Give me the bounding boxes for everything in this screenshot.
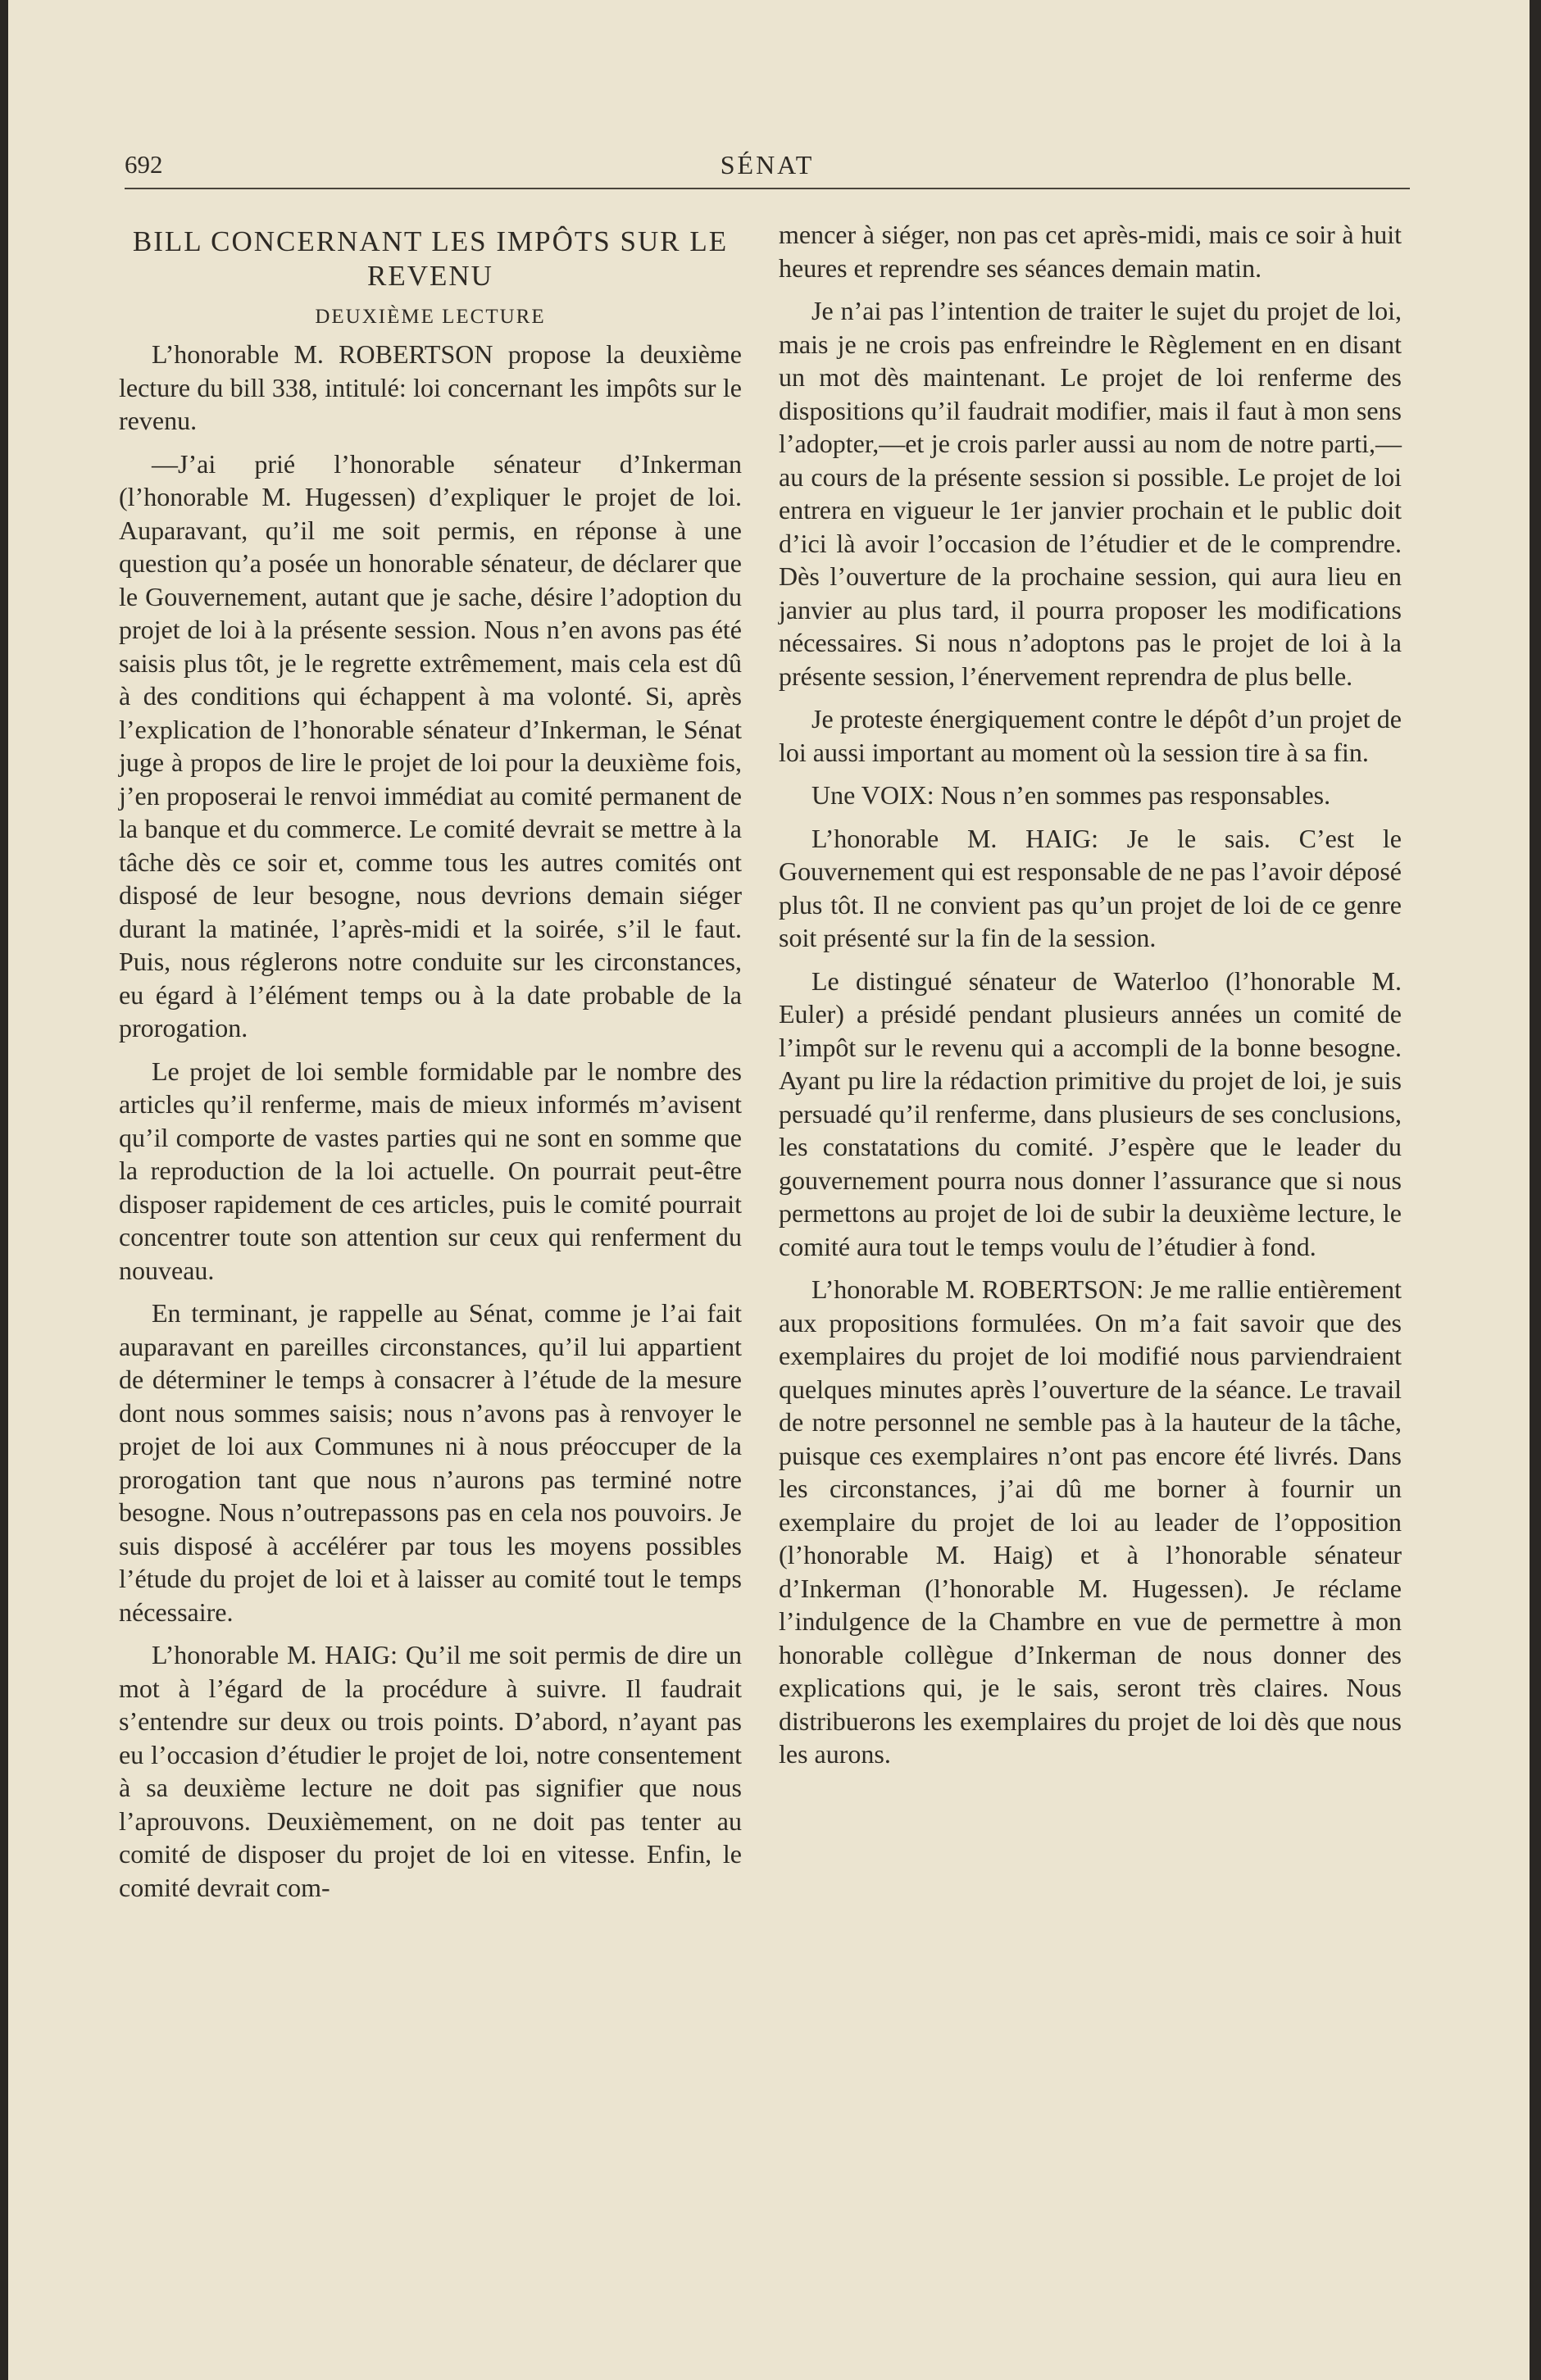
paragraph: Le distingué sénateur de Waterloo (l’honorable M. Euler) a présidé pendant plusieurs années un comité de l’impôt sur le revenu qui a accompli de la bonne besogne. Ayant pu lire la rédaction primitive du projet de loi, je suis persuadé qu’il renferme, dans plusieurs de ses conclusions, les constatations du comité. J’espère que le leader du gouvernement pourra nous donner l’assurance que si nous permettons au projet de loi de subir la deuxième lecture, le comité aura tout le temps voulu de l’étudier à fond. [779, 965, 1402, 1261]
paragraph: Une VOIX: Nous n’en sommes pas responsables. [811, 780, 1331, 810]
paragraph: En terminant, je rappelle au Sénat, comme je l’ai fait auparavant en pareilles circonstances, qu’il lui appartient de déterminer le temps à consacrer à l’étude de la mesure dont nous sommes saisis; nous n’avons pas à renvoyer le projet de loi aux Communes ni à nous préoccuper de la prorogation tant que nous n’aurons pas terminé notre besogne. Nous n’outrepassons pas en cela nos pouvoirs. Je suis disposé à accélérer par tous les moyens possibles l’étude du projet de loi et à laisser au comité tout le temps nécessaire. [119, 1298, 742, 1627]
scan-edge-right [1530, 0, 1541, 2380]
section-subtitle: DEUXIÈME LECTURE [315, 306, 546, 328]
running-head: SÉNAT [720, 150, 815, 179]
paragraph: —J’ai prié l’honorable sénateur d’Inkerman (l’honorable M. Hugessen) d’expliquer le projet de loi. Auparavant, qu’il me soit permis, en réponse à une question qu’a posée un honorable sénateur, de déclarer que le Gouvernement, autant que je sache, désire l’adoption du projet de loi à la présente session. Nous n’en avons pas été saisis plus tôt, je le regrette extrêmement, mais cela est dû à des conditions qui échappent à ma volonté. Si, après l’explication de l’honorable sénateur d’Inkerman, le Sénat juge à propos de lire le projet de loi pour la deuxième fois, j’en proposerai le renvoi immédiat au comité permanent de la banque et du commerce. Le comité devrait se mettre à la tâche dès ce soir et, comme tous les autres comités ont disposé de leur besogne, nous devrions demain siéger durant la matinée, l’après-midi et la soirée, s’il le faut. Puis, nous réglerons notre conduite sur les circonstances, eu égard à l’élément temps ou à la date probable de la prorogation. [119, 448, 742, 1042]
right-column [779, 218, 1402, 1771]
paragraph: L’honorable M. ROBERTSON: Je me rallie entièrement aux propositions formulées. On m’a fait savoir que des exemplaires du projet de loi modifié nous parviendraient quelques minutes après l’ouverture de la séance. Le travail de notre personnel ne semble pas à la hauteur de la tâche, puisque ces exemplaires n’ont pas encore été livrés. Dans les circonstances, j’ai dû me borner à fournir un exemplaire du projet de loi au leader de l’opposition (l’honorable M. Haig) et à l’honorable sénateur d’Inkerman (l’honorable M. Hugessen). Je réclame l’indulgence de la Chambre en vue de permettre à mon honorable collègue d’Inkerman de nous donner des explications qui, je le sais, seront très claires. Nous distribuerons les exemplaires du projet de loi dès que nous les aurons. [779, 1274, 1402, 1769]
scan-edge-left [0, 0, 8, 2380]
page-header [125, 150, 1410, 189]
section-title: BILL CONCERNANT LES IMPÔTS SUR LE REVENU [132, 225, 729, 292]
paragraph: Je proteste énergiquement contre le dépôt d’un projet de loi aussi important au moment où la session tire à sa fin. [779, 704, 1402, 767]
page-number: 692 [125, 150, 163, 179]
paragraph: Je n’ai pas l’intention de traiter le sujet du projet de loi, mais je ne crois pas enfreindre le Règlement en en disant un mot dès maintenant. Le projet de loi renferme des dispositions qu’il faudrait modifier, mais il faut à mon sens l’adopter,—et je crois parler aussi au nom de notre parti,—au cours de la présente session si possible. Le projet de loi entrera en vigueur le 1er janvier prochain et le public doit d’ici là avoir l’occasion de l’étudier et de le comprendre. Dès l’ouverture de la prochaine session, qui aura lieu en janvier au plus tard, il pourra proposer les modifications nécessaires. Si nous n’adoptons pas le projet de loi à la présente session, l’énervement reprendra de plus belle. [779, 296, 1402, 691]
paragraph: L’honorable M. HAIG: Qu’il me soit permis de dire un mot à l’égard de la procédure à suivre. Il faudrait s’entendre sur deux ou trois points. D’abord, n’ayant pas eu l’occasion d’étudier le projet de loi, notre consentement à sa deuxième lecture ne doit pas signifier que nous l’aprouvons. Deuxièmement, on ne doit pas tenter au comité de disposer du projet de loi en vitesse. Enfin, le comité devrait com- [119, 1640, 742, 1902]
paragraph-continuation: mencer à siéger, non pas cet après-midi, mais ce soir à huit heures et reprendre ses séances demain matin. [779, 220, 1402, 283]
paragraph: L’honorable M. ROBERTSON propose la deuxième lecture du bill 338, intitulé: loi concernant les impôts sur le revenu. [119, 339, 742, 435]
paragraph: L’honorable M. HAIG: Je le sais. C’est le Gouvernement qui est responsable de ne pas l’avoir déposé plus tôt. Il ne convient pas qu’un projet de loi de ce genre soit présenté sur la fin de la session. [779, 823, 1402, 952]
paragraph: Le projet de loi semble formidable par le nombre des articles qu’il renferme, mais de mieux informés m’avisent qu’il comporte de vastes parties qui ne sont en somme que la reproduction de la loi actuelle. On pourrait peut-être disposer rapidement de ces articles, puis le comité pourrait concentrer toute son attention sur ceux qui renferment du nouveau. [119, 1056, 742, 1285]
left-column [119, 218, 742, 1904]
